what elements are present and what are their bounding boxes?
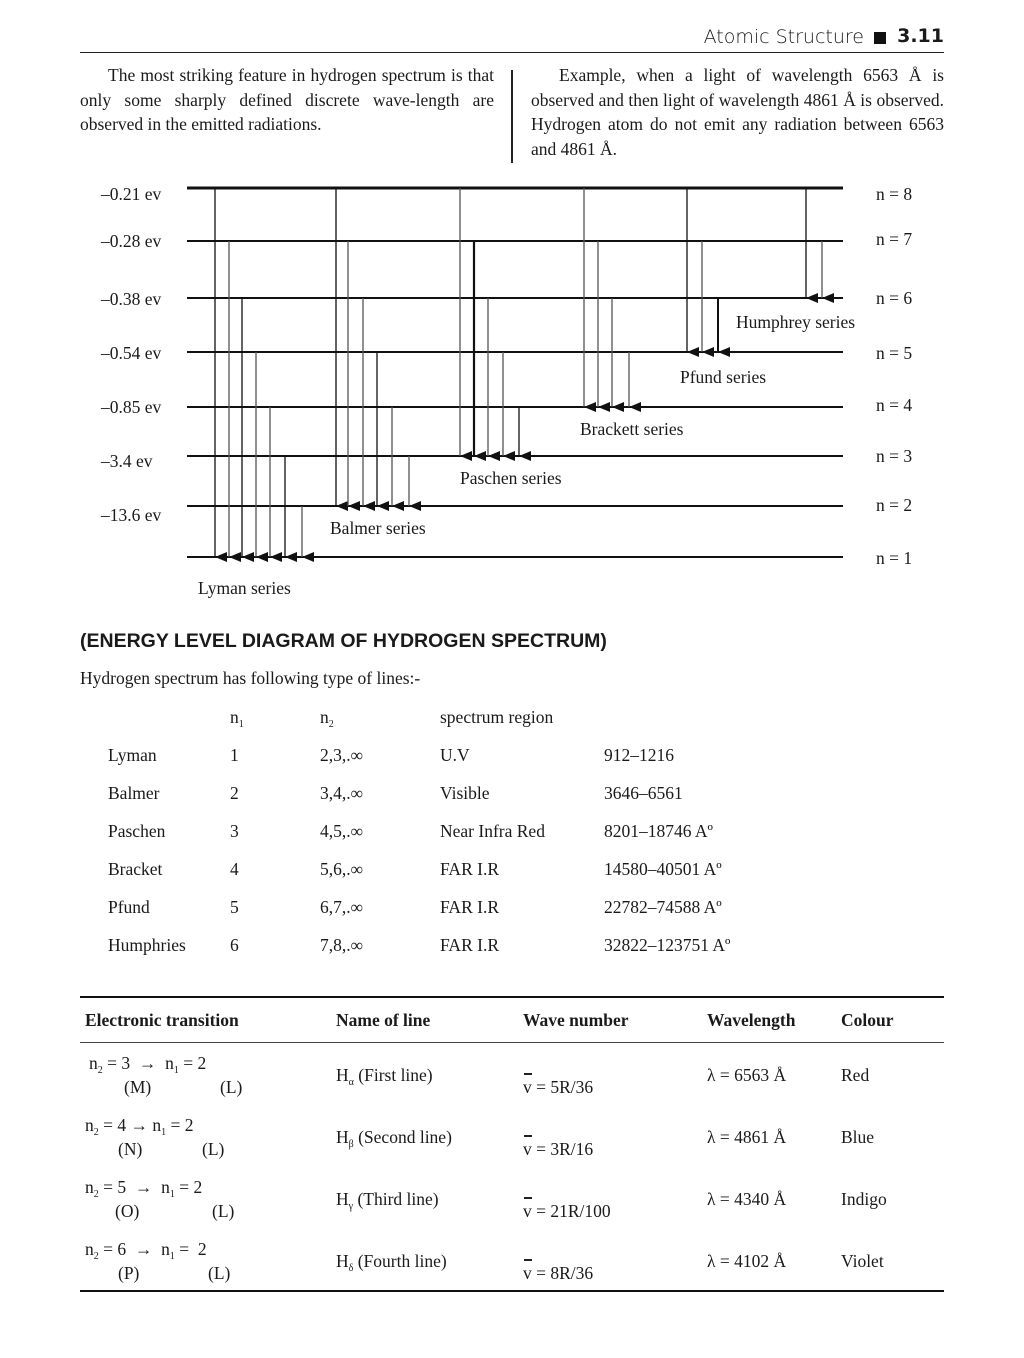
transition-formula: $n_2 = 5 \to n_1 = 2$ <box>85 1177 203 1200</box>
series-label-balmer: Balmer series <box>330 518 426 538</box>
wave-number: v = 3R/16 <box>523 1139 594 1159</box>
lower-shell: (L) <box>220 1077 243 1097</box>
series-n2: 2,3,.∞ <box>320 745 364 765</box>
series-region: Visible <box>440 783 490 803</box>
upper-shell: (O) <box>115 1201 140 1221</box>
line-name: $H_\alpha$ (First line) <box>336 1065 433 1088</box>
chapter-title: Atomic Structure <box>703 26 864 48</box>
column-divider <box>511 70 513 163</box>
wavelength: λ = 4102 Å <box>707 1251 787 1271</box>
colour: Blue <box>841 1127 875 1147</box>
colour: Indigo <box>841 1189 887 1209</box>
energy-label-n8: –0.21 ev <box>101 184 162 204</box>
intro-paragraph-right: Example, when a light of wavelength 6563 Å is observed and then light of wavelength 4861 Å is observed. Hydrogen atom do not emit any radiation between 6563 and 4861 Å. <box>531 65 944 159</box>
colour: Red <box>841 1065 870 1085</box>
square-bullet-icon <box>874 32 886 44</box>
series-n2: 6,7,.∞ <box>320 897 364 917</box>
series-label-brackett: Brackett series <box>580 419 684 439</box>
series-n2: 5,6,.∞ <box>320 859 364 879</box>
series-n2: 7,8,.∞ <box>320 935 364 955</box>
colour: Violet <box>841 1251 884 1271</box>
series-n1: 6 <box>230 935 239 955</box>
series-n1: 5 <box>230 897 239 917</box>
series-name: Lyman <box>108 745 157 765</box>
series-range: 3646–6561 <box>604 783 683 803</box>
level-label-n4: n = 4 <box>876 395 913 415</box>
wave-number: v = 8R/36 <box>523 1263 594 1283</box>
page-number: 3.11 <box>897 25 944 47</box>
wavelength: λ = 4861 Å <box>707 1127 787 1147</box>
level-label-n8: n = 8 <box>876 184 913 204</box>
wave-number: v = 21R/100 <box>523 1201 611 1221</box>
series-name: Balmer <box>108 783 160 803</box>
series-name: Bracket <box>108 859 163 879</box>
line-name: $H_\beta$ (Second line) <box>336 1127 452 1150</box>
energy-label-n4: –0.85 ev <box>101 397 162 417</box>
series-label-pfund: Pfund series <box>680 367 767 387</box>
series-n1: 4 <box>230 859 239 879</box>
level-label-n7: n = 7 <box>876 229 913 249</box>
series-n2: 3,4,.∞ <box>320 783 364 803</box>
level-label-n2: n = 2 <box>876 495 913 515</box>
lower-shell: (L) <box>202 1139 225 1159</box>
series-label-lyman: Lyman series <box>198 578 291 598</box>
lines-intro: Hydrogen spectrum has following type of lines:- <box>80 668 421 688</box>
series-n1: 1 <box>230 745 239 765</box>
series-range: 912–1216 <box>604 745 674 765</box>
upper-shell: (M) <box>124 1077 152 1097</box>
series-range: 14580–40501 Aº <box>604 859 722 879</box>
transition-formula: $n_2 = 6 \to n_1 = 2$ <box>85 1239 207 1262</box>
energy-label-n2: –13.6 ev <box>101 505 162 525</box>
energy-label-n7: –0.28 ev <box>101 231 162 251</box>
header-n1: $n_1$ <box>230 707 244 730</box>
energy-label-n5: –0.54 ev <box>101 343 162 363</box>
header-colour: Colour <box>841 1010 894 1030</box>
header-n2: $n_2$ <box>320 707 334 730</box>
lower-shell: (L) <box>212 1201 235 1221</box>
header-wavelength: Wavelength <box>707 1010 796 1030</box>
wavelength: λ = 4340 Å <box>707 1189 787 1209</box>
level-label-n1: n = 1 <box>876 548 913 568</box>
upper-shell: (N) <box>118 1139 143 1159</box>
intro-paragraph-left: The most striking feature in hydrogen spectrum is that only some sharply defined discrete wave-length are observed in the emitted radiations. <box>80 65 494 134</box>
series-region: Near Infra Red <box>440 821 545 841</box>
section-title: (ENERGY LEVEL DIAGRAM OF HYDROGEN SPECTRUM) <box>80 630 607 652</box>
series-label-paschen: Paschen series <box>460 468 562 488</box>
line-name: $H_\gamma$ (Third line) <box>336 1189 439 1212</box>
series-name: Pfund <box>108 897 150 917</box>
series-n2: 4,5,.∞ <box>320 821 364 841</box>
energy-label-n6: –0.38 ev <box>101 289 162 309</box>
series-label-humphrey: Humphrey series <box>736 312 856 332</box>
series-range: 8201–18746 Aº <box>604 821 713 841</box>
series-n1: 3 <box>230 821 239 841</box>
wave-number: v = 5R/36 <box>523 1077 594 1097</box>
table-top-rule <box>80 996 944 998</box>
series-region: U.V <box>440 745 470 765</box>
wavelength: λ = 6563 Å <box>707 1065 787 1085</box>
level-label-n6: n = 6 <box>876 288 913 308</box>
series-region: FAR I.R <box>440 897 499 917</box>
series-name: Paschen <box>108 821 166 841</box>
transition-formula: $n_2 = 3 \to n_1 = 2$ <box>89 1053 207 1076</box>
series-name: Humphries <box>108 935 186 955</box>
lower-shell: (L) <box>208 1263 231 1283</box>
energy-level-diagram <box>0 170 1024 620</box>
level-label-n5: n = 5 <box>876 343 913 363</box>
header-wave-number: Wave number <box>523 1010 629 1030</box>
table-bottom-rule <box>80 1290 944 1292</box>
table-header-rule <box>80 1042 944 1043</box>
series-range: 22782–74588 Aº <box>604 897 722 917</box>
running-header <box>80 24 944 53</box>
series-range: 32822–123751 Aº <box>604 935 731 955</box>
series-region: FAR I.R <box>440 935 499 955</box>
header-electronic-transition: Electronic transition <box>85 1010 239 1030</box>
header-spectrum-region: spectrum region <box>440 707 554 727</box>
energy-label-n3: –3.4 ev <box>101 451 153 471</box>
level-label-n3: n = 3 <box>876 446 913 466</box>
header-name-of-line: Name of line <box>336 1010 431 1030</box>
series-region: FAR I.R <box>440 859 499 879</box>
series-n1: 2 <box>230 783 239 803</box>
line-name: $H_\delta$ (Fourth line) <box>336 1251 447 1274</box>
upper-shell: (P) <box>118 1263 140 1283</box>
transition-formula: $n_2 = 4 \to n_1 = 2$ <box>85 1115 194 1138</box>
